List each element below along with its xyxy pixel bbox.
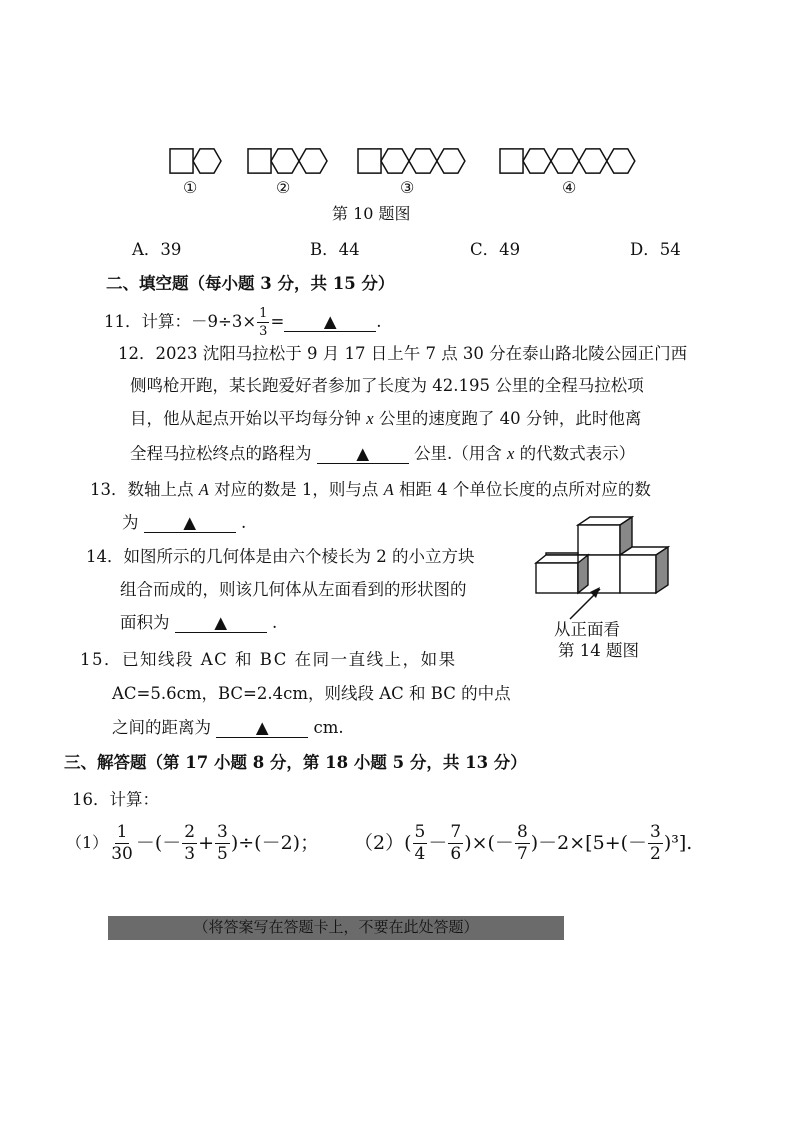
q12-var-x: x — [366, 409, 374, 428]
fig10-hexagon — [271, 149, 299, 173]
q13-line-1-c: 相距 4 个单位长度的点所对应的数 — [398, 480, 651, 499]
q16-p1-f3-num: 3 — [217, 821, 228, 842]
q14-end: . — [272, 613, 278, 632]
q14-line-3 — [120, 613, 277, 633]
figure-10-label-1: ① — [183, 178, 198, 197]
q14-line-3-a: 面积为 — [120, 613, 170, 632]
q11-answer-blank: ▲ — [284, 313, 376, 332]
q15-unit: cm. — [313, 718, 344, 737]
q16-p2-minus: － — [428, 832, 448, 854]
q16-p2-frac-2 — [448, 821, 463, 864]
q12-line-3-b: 公里的速度跑了 40 分钟，此时他离 — [378, 409, 642, 428]
q16-part-1 — [66, 818, 319, 868]
q12-line-2: 侧鸣枪开跑，某长跑爱好者参加了长度为 42.195 公里的全程马拉松项 — [130, 376, 644, 395]
q16-p2-mid-2: )－2×[5+(－ — [530, 832, 648, 854]
q16-p1-f1-num: 1 — [116, 821, 128, 842]
q14-line-2: 组合而成的，则该几何体从左面看到的形状图的 — [120, 580, 467, 599]
q16-p1-plus: + — [198, 832, 214, 854]
q16-p2-frac-4 — [648, 821, 663, 864]
q11-fraction — [257, 307, 269, 338]
q16-p2-f1-den: 4 — [414, 843, 426, 864]
fig10-square — [248, 149, 271, 173]
q16-p2-mid: )×(－ — [464, 832, 514, 854]
fig10-square — [358, 149, 381, 173]
q13-point-a: A — [198, 480, 209, 499]
section-2-heading: 二、填空题（每小题 3 分，共 15 分） — [106, 274, 395, 293]
fig10-hexagon — [551, 149, 579, 173]
figure-14-caption: 第 14 题图 — [558, 641, 639, 660]
q16-p1-f2-den: 3 — [184, 843, 196, 864]
fig10-hexagon — [381, 149, 409, 173]
figure-10-label-3: ③ — [400, 178, 415, 197]
q16-p2-f3-num: 8 — [516, 821, 528, 842]
q15-line-2: AC=5.6cm，BC=2.4cm，则线段 AC 和 BC 的中点 — [112, 684, 511, 703]
fig10-hexagon — [437, 149, 465, 173]
q16-p1-mid: －(－ — [135, 832, 182, 854]
q13-point-a-2: A — [383, 480, 394, 499]
fig10-square — [500, 149, 523, 173]
q16-p2-f2-num: 7 — [450, 821, 462, 842]
q13-answer-blank: ▲ — [144, 514, 236, 533]
q16-p2-f4-den: 2 — [650, 843, 661, 864]
q14-line-1: 14．如图所示的几何体是由六个棱长为 2 的小立方块 — [86, 547, 475, 566]
q12-line-4-a: 全程马拉松终点的路程为 — [130, 444, 312, 463]
q15-line-1: 15．已知线段 AC 和 BC 在同一直线上，如果 — [80, 650, 457, 669]
q16-p1-label: （1） — [66, 833, 109, 852]
q16-p1-frac-3 — [215, 821, 230, 864]
q13-line-1-b: 对应的数是 1，则与点 — [214, 480, 379, 499]
q16-p2-f1-num: 5 — [414, 821, 426, 842]
fig10-hexagon — [607, 149, 635, 173]
q10-option-a: A．39 — [132, 240, 182, 259]
q13-line-2-a: 为 — [122, 513, 139, 532]
q11-frac-num: 1 — [259, 305, 268, 321]
q12-var-x-2: x — [507, 444, 515, 463]
q16-part-2 — [354, 818, 692, 868]
q12-answer-blank: ▲ — [317, 445, 409, 464]
section-3-heading: 三、解答题（第 17 小题 8 分，第 18 小题 5 分，共 13 分） — [64, 753, 527, 772]
q12-line-3 — [130, 409, 641, 429]
q16-p1-f3-den: 5 — [217, 843, 228, 864]
footer-notice: （将答案写在答题卡上，不要在此处答题） — [108, 916, 564, 940]
q13-line-1 — [90, 480, 651, 500]
q13-line-2 — [122, 513, 246, 533]
q16-p1-frac-1 — [109, 821, 135, 864]
figure-14-view-label: 从正面看 — [554, 620, 620, 639]
q11-equals: = — [270, 312, 285, 331]
q16-p1-f1-den: 30 — [111, 843, 133, 864]
q10-option-c: C．49 — [470, 240, 521, 259]
q14-answer-blank: ▲ — [175, 614, 267, 633]
fig10-hexagon — [579, 149, 607, 173]
q12-line-4 — [130, 444, 635, 464]
fig10-hexagon — [193, 149, 221, 173]
fig10-square — [170, 149, 193, 173]
q13-line-1-a: 13．数轴上点 — [90, 480, 194, 499]
q16-p1-f2-num: 2 — [184, 821, 196, 842]
q10-option-d: D．54 — [630, 240, 681, 259]
figure-14-cubes — [528, 515, 678, 625]
figure-10-label-2: ② — [276, 178, 291, 197]
fig10-hexagon — [523, 149, 551, 173]
q11-frac-den: 3 — [259, 323, 268, 339]
q12-line-1: 12．2023 沈阳马拉松于 9 月 17 日上午 7 点 30 分在泰山路北陵公园正门西 — [118, 344, 688, 363]
question-11 — [104, 305, 382, 339]
q16-p2-tail: )³]. — [663, 832, 693, 854]
q13-end: . — [241, 513, 247, 532]
q16-p2-f4-num: 3 — [650, 821, 661, 842]
q16-prefix: 16．计算： — [72, 790, 159, 809]
fig10-hexagon — [409, 149, 437, 173]
q11-prefix: 11．计算： — [104, 312, 191, 331]
q15-line-3 — [112, 718, 344, 738]
fig10-hexagon — [299, 149, 327, 173]
q12-line-3-a: 目，他从起点开始以平均每分钟 — [130, 409, 361, 428]
q16-p2-f3-den: 7 — [516, 843, 528, 864]
q16-p2-label: （2）( — [354, 832, 412, 854]
q11-expression: －9÷3× — [191, 312, 257, 331]
q11-end: . — [376, 312, 382, 331]
q16-p1-tail: )÷(－2)； — [230, 832, 320, 854]
q16-p2-frac-3 — [515, 821, 530, 864]
q10-option-b: B．44 — [310, 240, 360, 259]
q16-p2-f2-den: 6 — [450, 843, 462, 864]
figure-10-caption: 第 10 题图 — [332, 204, 411, 223]
q16-p1-frac-2 — [182, 821, 197, 864]
q16-p2-frac-1 — [413, 821, 428, 864]
figure-10-label-4: ④ — [562, 178, 577, 197]
q12-line-4-b: 公里.（用含 — [414, 444, 502, 463]
q12-line-4-c: 的代数式表示） — [519, 444, 636, 463]
q15-line-3-a: 之间的距离为 — [112, 718, 211, 737]
q15-answer-blank: ▲ — [216, 719, 308, 738]
